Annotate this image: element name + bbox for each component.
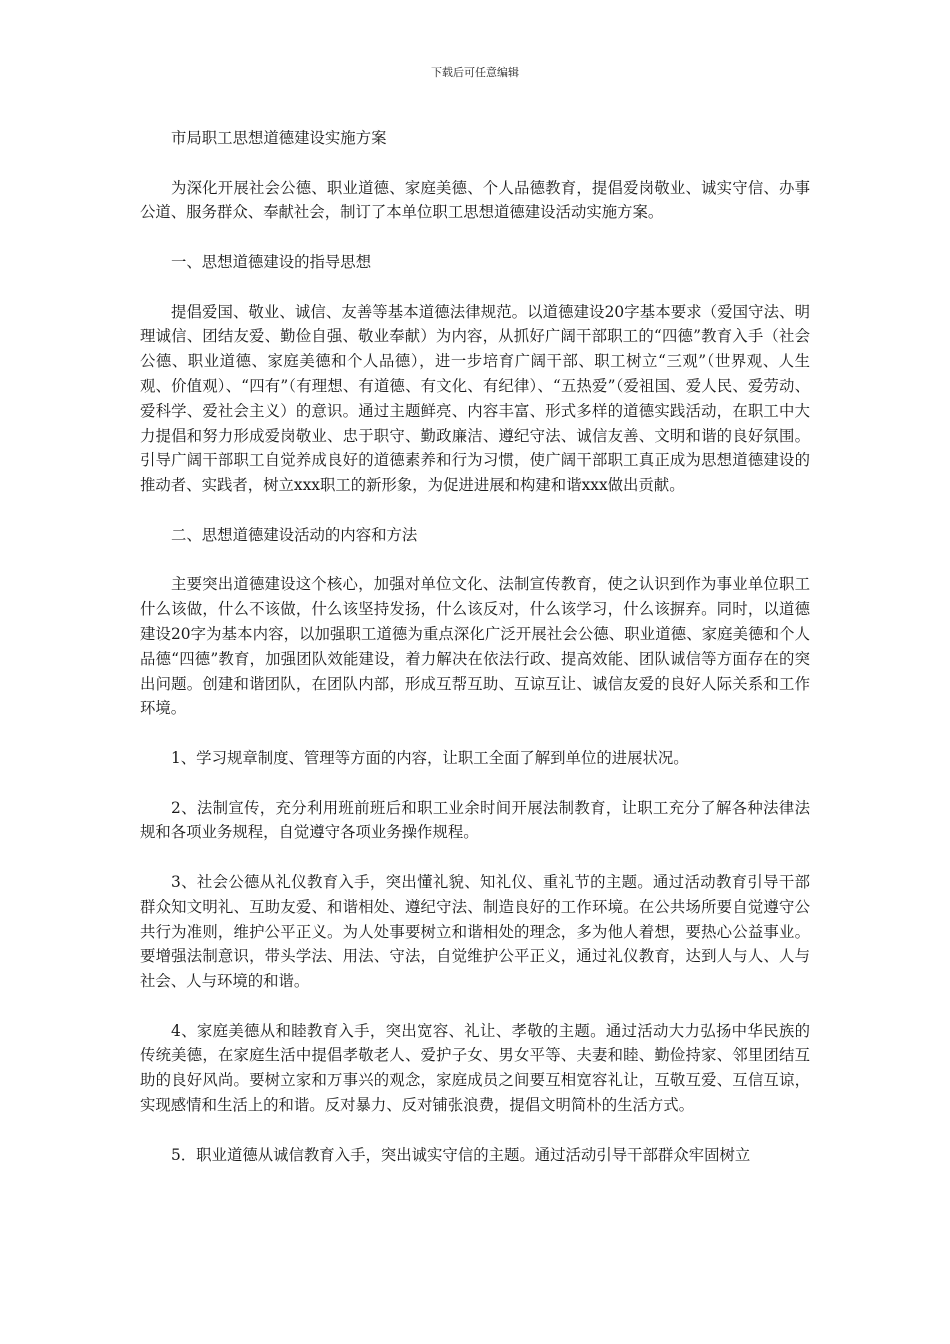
section-heading-content-methods: 二、思想道德建设活动的内容和方法	[171, 525, 418, 544]
item-5-paragraph: 5．职业道德从诚信教育入手，突出诚实守信的主题。通过活动引导干部群众牢固树立	[171, 1145, 751, 1164]
section-heading-guiding-thought: 一、思想道德建设的指导思想	[171, 252, 372, 271]
page-header-note: 下载后可任意编辑	[431, 66, 519, 79]
item-4-paragraph: 4、家庭美德从和睦教育入手，突出宽容、礼让、孝敬的主题。通过活动大力弘扬中华民族的传统美德，在家庭生活中提倡孝敬老人、爱护子女、男女平等、夫妻和睦、勤俭持家、邻里团结互助的良好风尚。要树立家和万事兴的观念，家庭成员之间要互相宽容礼让，互敬互爱、互信互谅，实现感情和生活上的和谐。反对暴力、反对铺张浪费，提倡文明简朴的生活方式。	[140, 1021, 810, 1115]
document-body	[140, 126, 810, 1167]
document-title: 市局职工思想道德建设实施方案	[171, 129, 387, 147]
item-1-paragraph: 1、学习规章制度、管理等方面的内容，让职工全面了解到单位的进展状况。	[171, 748, 689, 767]
content-methods-paragraph: 主要突出道德建设这个核心，加强对单位文化、法制宣传教育，使之认识到作为事业单位职工什么该做，什么不该做，什么该坚持发扬，什么该反对，什么该学习，什么该摒弃。同时，以道德建设20字为基本内容，以加强职工道德为重点深化广泛开展社会公德、职业道德、家庭美德和个人品德“四德”教育，加强团队效能建设，着力解决在依法行政、提高效能、团队诚信等方面存在的突出问题。创建和谐团队，在团队内部，形成互帮互助、互谅互让、诚信友爱的良好人际关系和工作环境。	[140, 575, 810, 718]
item-3-paragraph: 3、社会公德从礼仪教育入手，突出懂礼貌、知礼仪、重礼节的主题。通过活动教育引导干部群众知文明礼、互助友爱、和谐相处、遵纪守法、制造良好的工作环境。在公共场所要自觉遵守公共行为准则，维护公平正义。为人处事要树立和谐相处的理念，多为他人着想，要热心公益事业。要增强法制意识，带头学法、用法、守法，自觉维护公平正义，通过礼仪教育，达到人与人、人与社会、人与环境的和谐。	[140, 872, 810, 991]
item-2-paragraph: 2、法制宣传，充分利用班前班后和职工业余时间开展法制教育，让职工充分了解各种法律法规和各项业务规程，自觉遵守各项业务操作规程。	[140, 798, 810, 842]
intro-paragraph: 为深化开展社会公德、职业道德、家庭美德、个人品德教育，提倡爱岗敬业、诚实守信、办事公道、服务群众、奉献社会，制订了本单位职工思想道德建设活动实施方案。	[140, 178, 810, 222]
guiding-thought-paragraph: 提倡爱国、敬业、诚信、友善等基本道德法律规范。以道德建设20字基本要求（爱国守法、明理诚信、团结友爱、勤俭自强、敬业奉献）为内容，从抓好广阔干部职工的“四德”教育入手（社会公德、职业道德、家庭美德和个人品德），进一步培育广阔干部、职工树立“三观”（世界观、人生观、价值观）、“四有”（有理想、有道德、有文化、有纪律）、“五热爱”（爱祖国、爱人民、爱劳动、爱科学、爱社会主义）的意识。通过主题鲜亮、内容丰富、形式多样的道德实践活动，在职工中大力提倡和努力形成爱岗敬业、忠于职守、勤政廉洁、遵纪守法、诚信友善、文明和谐的良好氛围。引导广阔干部职工自觉养成良好的道德素养和行为习惯，使广阔干部职工真正成为思想道德建设的推动者、实践者，树立xxx职工的新形象，为促进进展和构建和谐xxx做出贡献。	[140, 302, 810, 495]
